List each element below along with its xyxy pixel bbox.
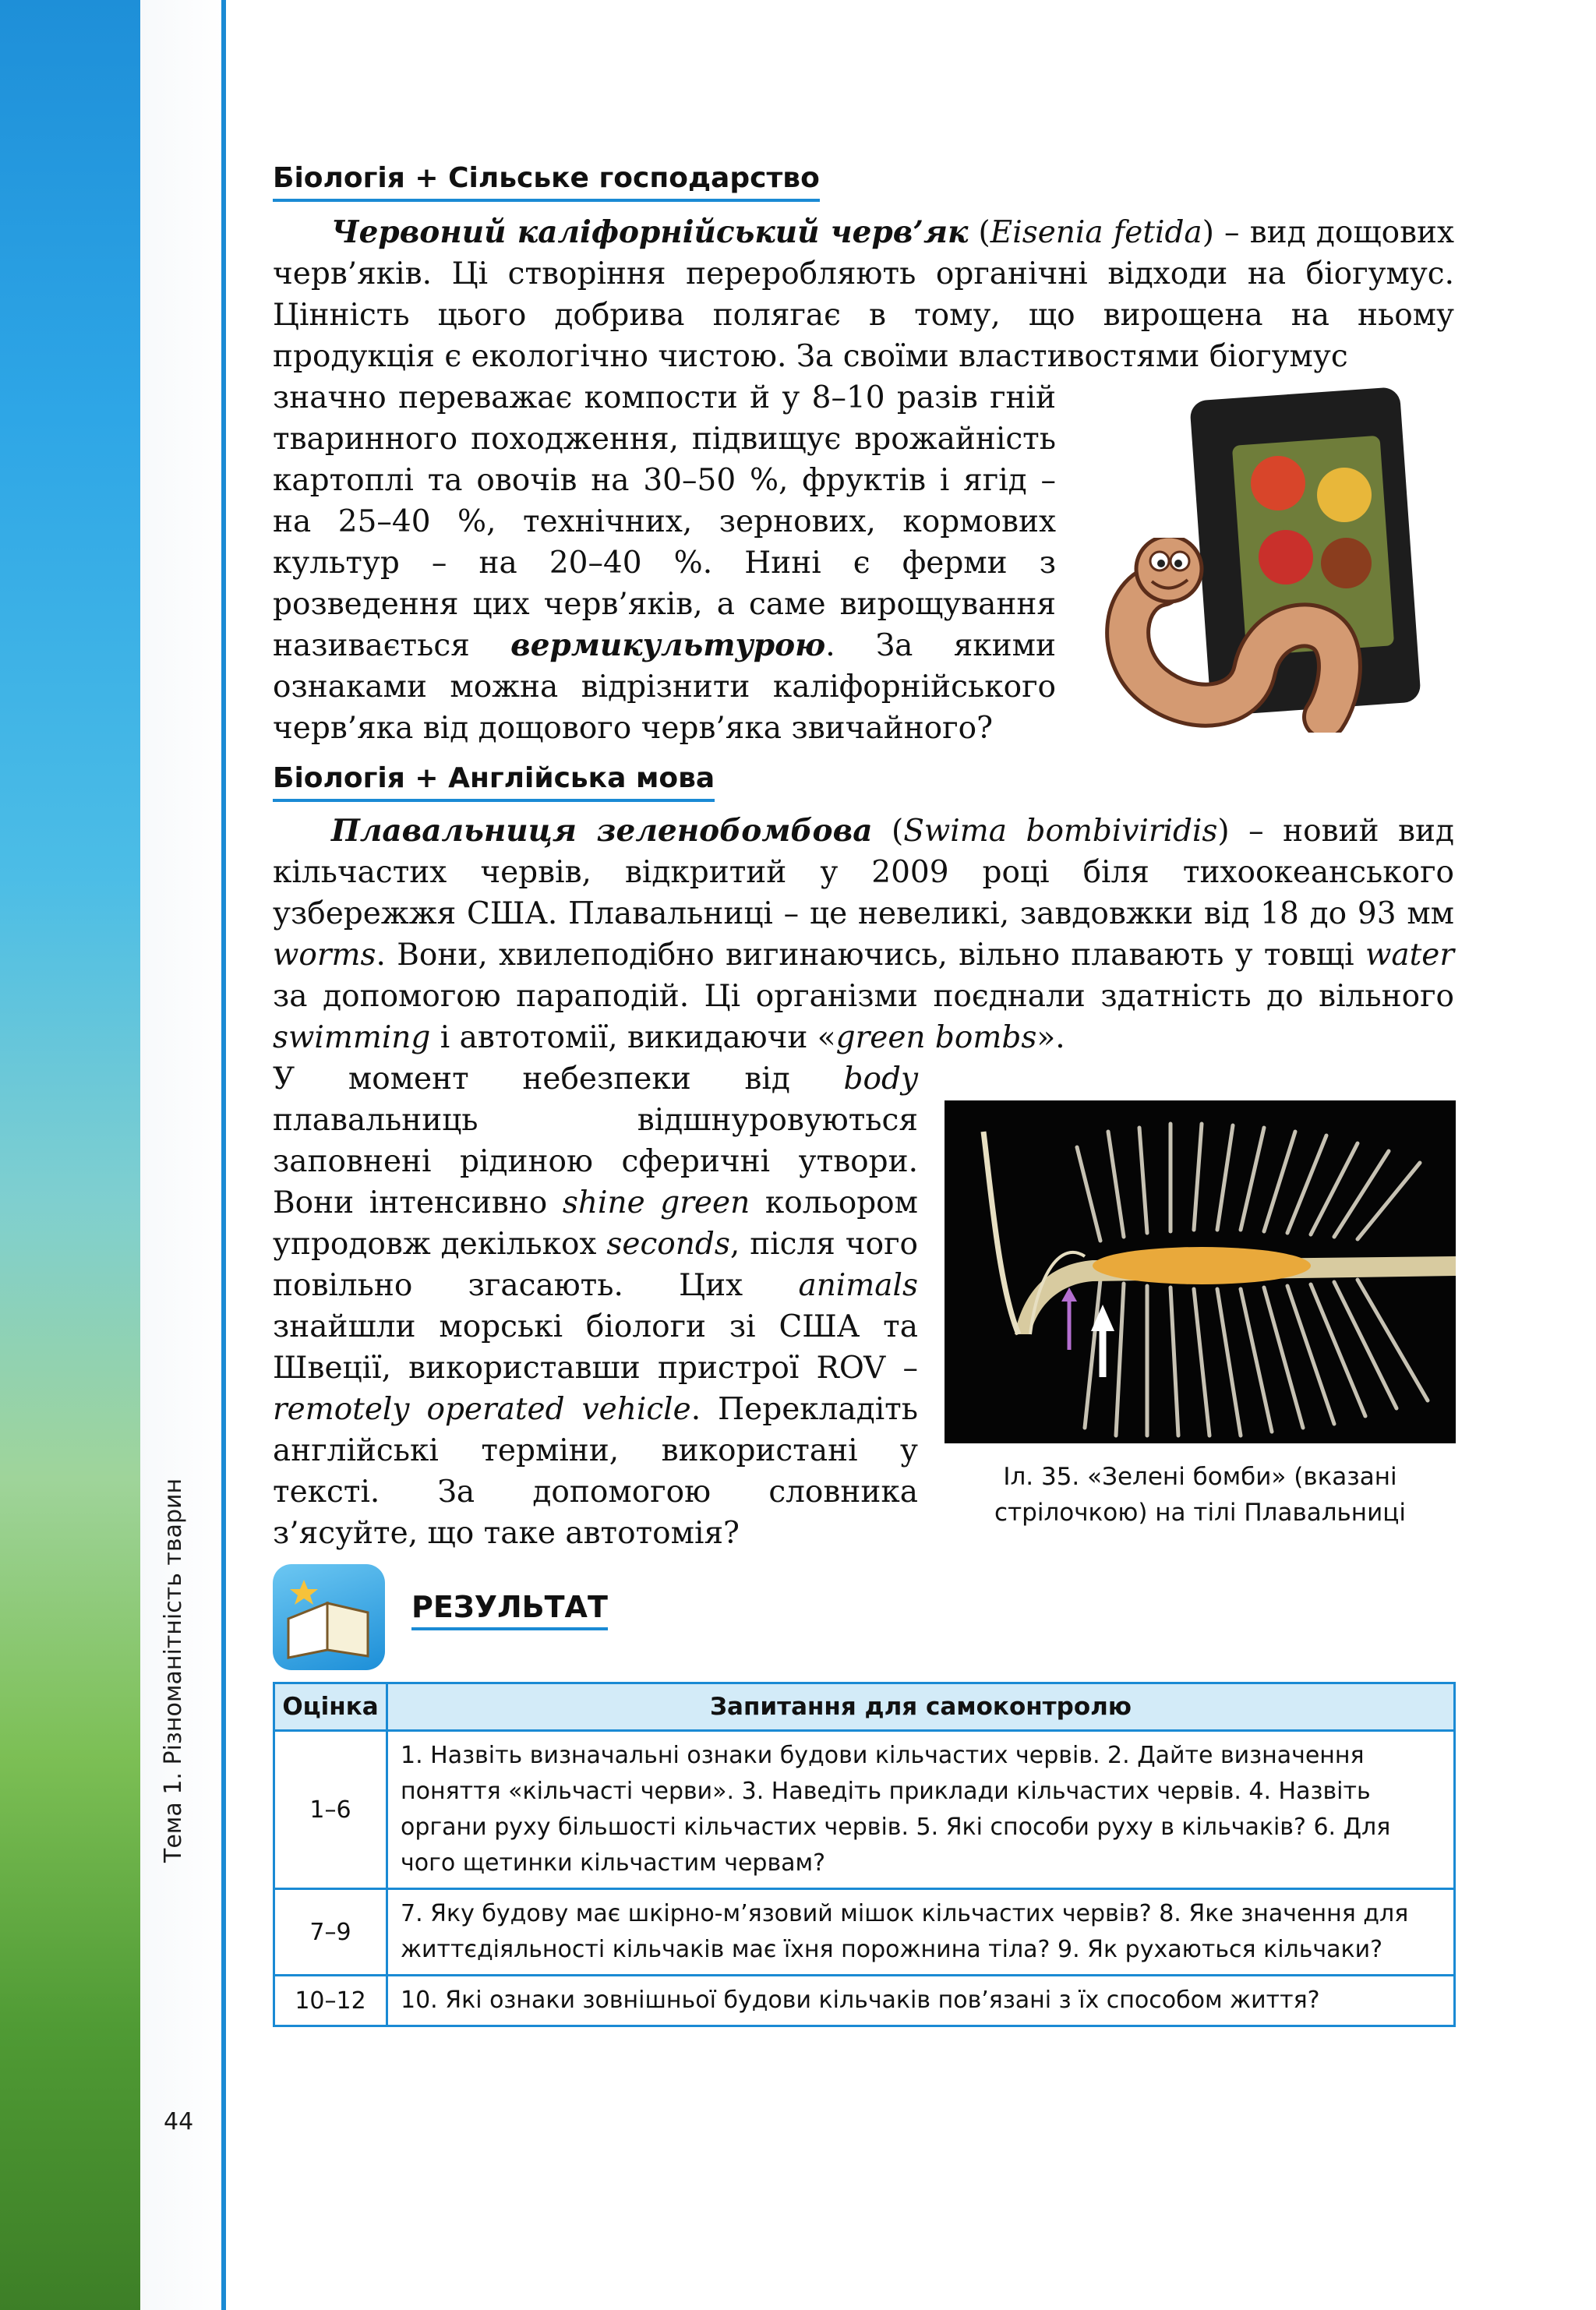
text-part: ».	[1036, 1020, 1065, 1055]
section-heading-english: Біологія + Англійська мова	[273, 762, 715, 802]
english-word: shine green	[562, 1185, 750, 1220]
result-title: РЕЗУЛЬТАТ	[411, 1590, 608, 1630]
text-part: плавальниць відшнуровуються заповнені рідиною сферичні утвори. Вони інтенсивно	[273, 1103, 918, 1220]
table-row	[274, 1889, 1455, 1976]
paragraph-swima-narrow	[273, 1058, 918, 1554]
english-word: seconds	[606, 1227, 730, 1262]
section-heading-agriculture: Біологія + Сільське господарство	[273, 162, 820, 202]
text-part: кольором упродовж декількох	[273, 1185, 918, 1262]
swima-photo	[945, 1100, 1456, 1443]
paragraph-worm-wide: Червоний каліфорнійський черв’як (Eisenia fetida) – вид дощових черв’яків. Ці створіння переробляють органічні відходи на біогумус. Цінність цього добрива полягає в тому, що вирощена на ньому продукція є екологічно чистою. За своїми властивостями біогумус	[273, 214, 1455, 374]
english-word: remotely operated vehicle	[273, 1392, 691, 1427]
table-row	[274, 1976, 1455, 2026]
english-word: water	[1365, 938, 1454, 973]
grade-cell: 7–9	[274, 1889, 387, 1976]
term-vermiculture: вермикультурою	[510, 627, 826, 663]
side-strip	[140, 0, 226, 2310]
text-part: за допомогою параподій. Ці організми поєднали здатність до вільного	[273, 979, 1454, 1014]
latin-eisenia: Eisenia fetida	[990, 215, 1202, 250]
selfcheck-table	[273, 1682, 1456, 2027]
paragraph-swima-wide: Плавальниця зеленобомбова (Swima bombiviridis) – новий вид кільчастих червів, відкритий у 2009 році біля тихоокеанського узбережжя США. Плавальниці – це невеликі, завдовжки від 18 до 93 мм worms. Вони, хвилеподібно вигинаючись, вільно плавають у товщі water за допомогою параподій. Ці організми поєднали здатність до вільного swimming і автотомії, викидаючи «green bombs».	[273, 813, 1454, 1055]
figure-caption: Іл. 35. «Зелені бомби» (вказані стрілочкою) на тілі Плавальниці	[994, 1463, 1406, 1527]
chapter-label: Тема 1. Різноманітність тварин	[160, 1478, 187, 1863]
fruit-picture	[1317, 468, 1372, 522]
text-part: і автотомії, викидаючи «	[440, 1020, 836, 1055]
english-word: body	[843, 1061, 918, 1097]
english-word: green bombs	[835, 1020, 1037, 1055]
grade-cell: 1–6	[274, 1731, 387, 1889]
english-word: worms	[273, 938, 376, 973]
questions-cell: 1. Назвіть визначальні ознаки будови кільчастих червів. 2. Дайте визначення поняття «кільчасті черви». 3. Наведіть приклади кільчастих червів. 4. Назвіть органи руху більшості кільчастих червів. 5. Які способи руху в кільчаків? 6. Для чого щетинки кільчастим червам?	[387, 1731, 1455, 1889]
text-part: ) – новий вид кільчастих червів, відкритий у 2009 році біля тихоокеанського узбережжя США. Плавальниці – це невеликі, завдовжки від 18 до 93 мм	[273, 814, 1454, 931]
english-word: swimming	[273, 1020, 431, 1055]
questions-cell: 10. Які ознаки зовнішньої будови кільчаків пов’язані з їх способом життя?	[387, 1976, 1455, 2026]
open-book-icon	[273, 1564, 385, 1670]
text-part: . Перекладіть англійські терміни, використані у тексті. За допомогою словника з’ясуйте, що таке автотомія?	[273, 1392, 918, 1551]
table-row	[274, 1731, 1455, 1889]
text-part: . Вони, хвилеподібно вигинаючись, вільно плавають у товщі	[376, 938, 1354, 973]
text-part: значно переважає компости й у 8–10 разів гній тваринного походження, підвищує врожайність картоплі та овочів на 30–50 %, фруктів і ягід – на 25–40 %, технічних, зернових, кормових культур – на 20–40 %. Нині є ферми з розведення цих черв’яків, а саме вирощування називається	[273, 380, 1056, 663]
cartoon-worm-image	[1091, 538, 1372, 733]
column-header-questions: Запитання для самоконтролю	[387, 1683, 1455, 1731]
column-header-grade: Оцінка	[274, 1683, 387, 1731]
text-part: , після чого повільно згасають. Цих	[273, 1227, 918, 1303]
side-divider	[221, 0, 226, 2310]
page-number: 44	[164, 2108, 194, 2135]
text-part: . За якими ознаками можна відрізнити каліфорнійського черв’яка від дощового черв’яка звичайного?	[273, 628, 1057, 746]
table-header-row	[274, 1683, 1455, 1731]
fruit-picture	[1251, 456, 1305, 510]
text-part: У момент небезпеки від	[273, 1061, 790, 1097]
text-part: ) – вид дощових черв’яків. Ці створіння переробляють органічні відходи на біогумус. Цінність цього добрива полягає в тому, що вирощена на ньому продукція є екологічно чистою. За своїми властивостями біогумус	[273, 215, 1455, 374]
questions-cell: 7. Яку будову має шкірно-м’язовий мішок кільчастих червів? 8. Яке значення для життєдіяльності кільчаків має їхня порожнина тіла? 9. Як рухаються кільчаки?	[387, 1889, 1455, 1976]
latin-swima: Swima bombiviridis	[903, 814, 1218, 849]
term-red-worm: Червоний каліфорнійський черв’як	[331, 214, 969, 250]
paragraph-worm-narrow	[273, 377, 1056, 749]
term-swima: Плавальниця зеленобомбова	[331, 813, 873, 849]
side-decoration	[0, 0, 140, 2310]
text-part: знайшли морські біологи зі США та Швеції, використавши пристрої ROV –	[273, 1309, 918, 1386]
grade-cell: 10–12	[274, 1976, 387, 2026]
english-word: animals	[798, 1268, 918, 1303]
